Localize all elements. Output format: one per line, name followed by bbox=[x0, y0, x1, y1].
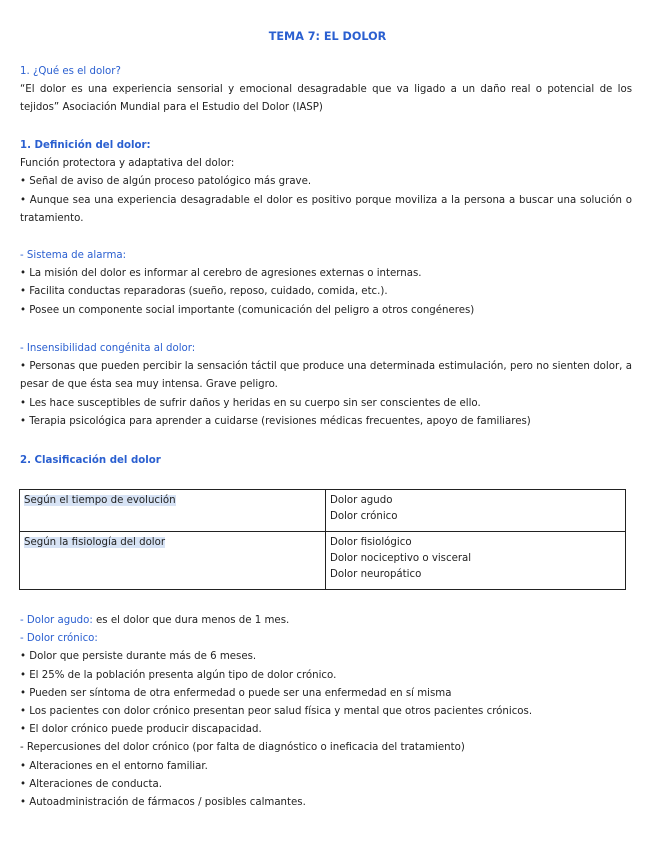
list-item: • Personas que pueden percibir la sensación táctil que produce una determinada estimulación, pero no sienten dolor, a pesar de que ésta sea muy intensa. Grave peligro. bbox=[20, 361, 632, 391]
table-cell-values bbox=[326, 490, 626, 532]
paragraph: Función protectora y adaptativa del dolor: bbox=[20, 158, 235, 170]
paragraph bbox=[20, 612, 632, 630]
section-heading: - Sistema de alarma: bbox=[20, 250, 127, 261]
table-cell-key bbox=[20, 532, 326, 590]
highlighted-text: Según la fisiología del dolor bbox=[24, 537, 166, 548]
table-row bbox=[20, 532, 626, 590]
term-label: - Dolor crónico: bbox=[20, 633, 98, 645]
list-item: • Alteraciones de conducta. bbox=[20, 778, 162, 790]
section-alarm-system bbox=[20, 247, 632, 320]
table-cell-key bbox=[20, 490, 326, 532]
list-item: • Señal de aviso de algún proceso patológico más grave. bbox=[20, 176, 312, 188]
table-value: Dolor crónico bbox=[330, 511, 398, 522]
section-congenital-insensitivity bbox=[20, 340, 632, 431]
list-item: • Terapia psicológica para aprender a cuidarse (revisiones médicas frecuentes, apoyo de familiares) bbox=[20, 415, 531, 427]
list-item: • Dolor que persiste durante más de 6 meses. bbox=[20, 651, 257, 663]
document-title: TEMA 7: EL DOLOR bbox=[268, 30, 387, 43]
list-item: • La misión del dolor es informar al cerebro de agresiones externas o internas. bbox=[20, 268, 422, 280]
list-item: • Aunque sea una experiencia desagradable el dolor es positivo porque moviliza a la persona a buscar una solución o tratamiento. bbox=[20, 194, 632, 224]
list-item: • Autoadministración de fármacos / posibles calmantes. bbox=[20, 797, 306, 809]
term-label: - Dolor agudo: bbox=[20, 615, 93, 626]
list-item: • Posee un componente social importante (comunicación del peligro a otros congéneres) bbox=[20, 304, 475, 316]
section-classification bbox=[20, 452, 632, 470]
section-heading: 1. ¿Qué es el dolor? bbox=[20, 66, 121, 77]
table-row bbox=[20, 490, 626, 532]
table-value: Dolor agudo bbox=[330, 495, 393, 506]
highlighted-text: Según el tiempo de evolución bbox=[24, 495, 176, 506]
list-item: • El 25% de la población presenta algún tipo de dolor crónico. bbox=[20, 669, 337, 681]
section-pain-types bbox=[20, 612, 632, 812]
table-value: Dolor neuropático bbox=[330, 569, 422, 580]
table-value: Dolor fisiológico bbox=[330, 537, 412, 548]
classification-table bbox=[19, 489, 626, 590]
section-definition bbox=[20, 137, 632, 228]
paragraph: - Repercusiones del dolor crónico (por falta de diagnóstico o ineficacia del tratamiento) bbox=[20, 742, 465, 754]
list-item: • Pueden ser síntoma de otra enfermedad o puede ser una enfermedad en sí misma bbox=[20, 687, 452, 699]
list-item: • Alteraciones en el entorno familiar. bbox=[20, 760, 208, 772]
section-heading: 1. Definición del dolor: bbox=[20, 140, 151, 151]
section-heading: - Insensibilidad congénita al dolor: bbox=[20, 343, 196, 354]
section-what-is-pain bbox=[20, 63, 632, 118]
list-item: • Los pacientes con dolor crónico presentan peor salud física y mental que otros pacientes crónicos. bbox=[20, 706, 533, 718]
term-definition: es el dolor que dura menos de 1 mes. bbox=[92, 615, 290, 626]
list-item: • Les hace susceptibles de sufrir daños y heridas en su cuerpo sin ser conscientes de ello. bbox=[20, 397, 481, 409]
section-heading: 2. Clasificación del dolor bbox=[20, 455, 161, 466]
table-cell-values bbox=[326, 532, 626, 590]
list-item: • Facilita conductas reparadoras (sueño, reposo, cuidado, comida, etc.). bbox=[20, 286, 388, 298]
table-value: Dolor nociceptivo o visceral bbox=[330, 553, 472, 564]
iasp-quote: “El dolor es una experiencia sensorial y emocional desagradable que va ligado a un daño real o potencial de los tejidos” Asociación Mundial para el Estudio del Dolor (IASP) bbox=[20, 84, 632, 114]
list-item: • El dolor crónico puede producir discapacidad. bbox=[20, 724, 262, 736]
